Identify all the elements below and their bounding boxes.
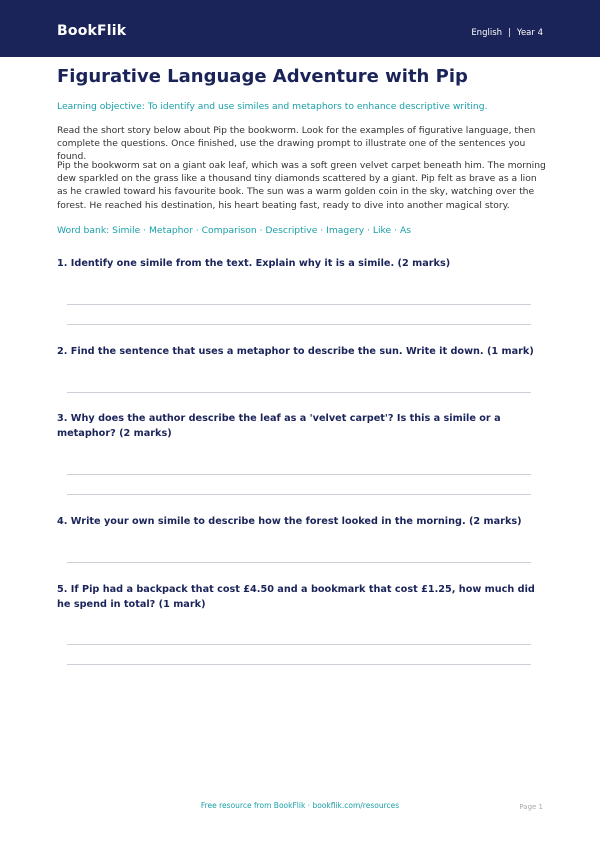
question-4: 4. Write your own simile to describe how the forest looked in the morning. (2 marks) bbox=[57, 516, 522, 527]
footer-link[interactable]: Free resource from BookFlik · bookflik.com/resources bbox=[200, 801, 400, 810]
brand-logo[interactable]: BookFlik bbox=[57, 23, 127, 39]
subject-label: English bbox=[471, 28, 503, 38]
answer-line[interactable] bbox=[67, 392, 531, 393]
page-number: Page 1 bbox=[519, 803, 543, 811]
answer-line[interactable] bbox=[67, 474, 531, 475]
year-label: Year 4 bbox=[516, 28, 543, 38]
answer-line[interactable] bbox=[67, 324, 531, 325]
answer-line[interactable] bbox=[67, 562, 531, 563]
word-bank: Word bank: Simile · Metaphor · Comparison · Descriptive · Imagery · Like · As bbox=[57, 225, 412, 236]
learning-objective: Learning objective: To identify and use similes and metaphors to enhance descriptive writing. bbox=[57, 101, 488, 112]
subject-year-label bbox=[471, 28, 543, 38]
intro-paragraph: Read the short story below about Pip the bookworm. Look for the examples of figurative language, then complete the questions. Once finished, use the drawing prompt to illustrate one of the sentences you found. bbox=[57, 125, 536, 163]
answer-line[interactable] bbox=[67, 494, 531, 495]
question-2: 2. Find the sentence that uses a metaphor to describe the sun. Write it down. (1 mark) bbox=[57, 346, 534, 357]
meta-separator: | bbox=[508, 28, 511, 38]
answer-line[interactable] bbox=[67, 304, 531, 305]
header-bar bbox=[0, 0, 600, 57]
page-title: Figurative Language Adventure with Pip bbox=[57, 66, 468, 87]
question-1: 1. Identify one simile from the text. Explain why it is a simile. (2 marks) bbox=[57, 258, 451, 269]
answer-line[interactable] bbox=[67, 664, 531, 665]
question-3: 3. Why does the author describe the leaf as a 'velvet carpet'? Is this a simile or a metaphor? (2 marks) bbox=[57, 413, 501, 439]
story-paragraph: Pip the bookworm sat on a giant oak leaf, which was a soft green velvet carpet beneath him. The morning dew sparkled on the grass like a thousand tiny diamonds scattered by a giant. Pip felt as brave as a lion as he crawled toward his favourite book. The sun was a warm golden coin in the sky, watching over the forest. He reached his destination, his heart beating fast, ready to dive into another magical story. bbox=[57, 160, 546, 211]
answer-line[interactable] bbox=[67, 644, 531, 645]
question-5: 5. If Pip had a backpack that cost £4.50 and a bookmark that cost £1.25, how much did he spend in total? (1 mark) bbox=[57, 584, 535, 610]
